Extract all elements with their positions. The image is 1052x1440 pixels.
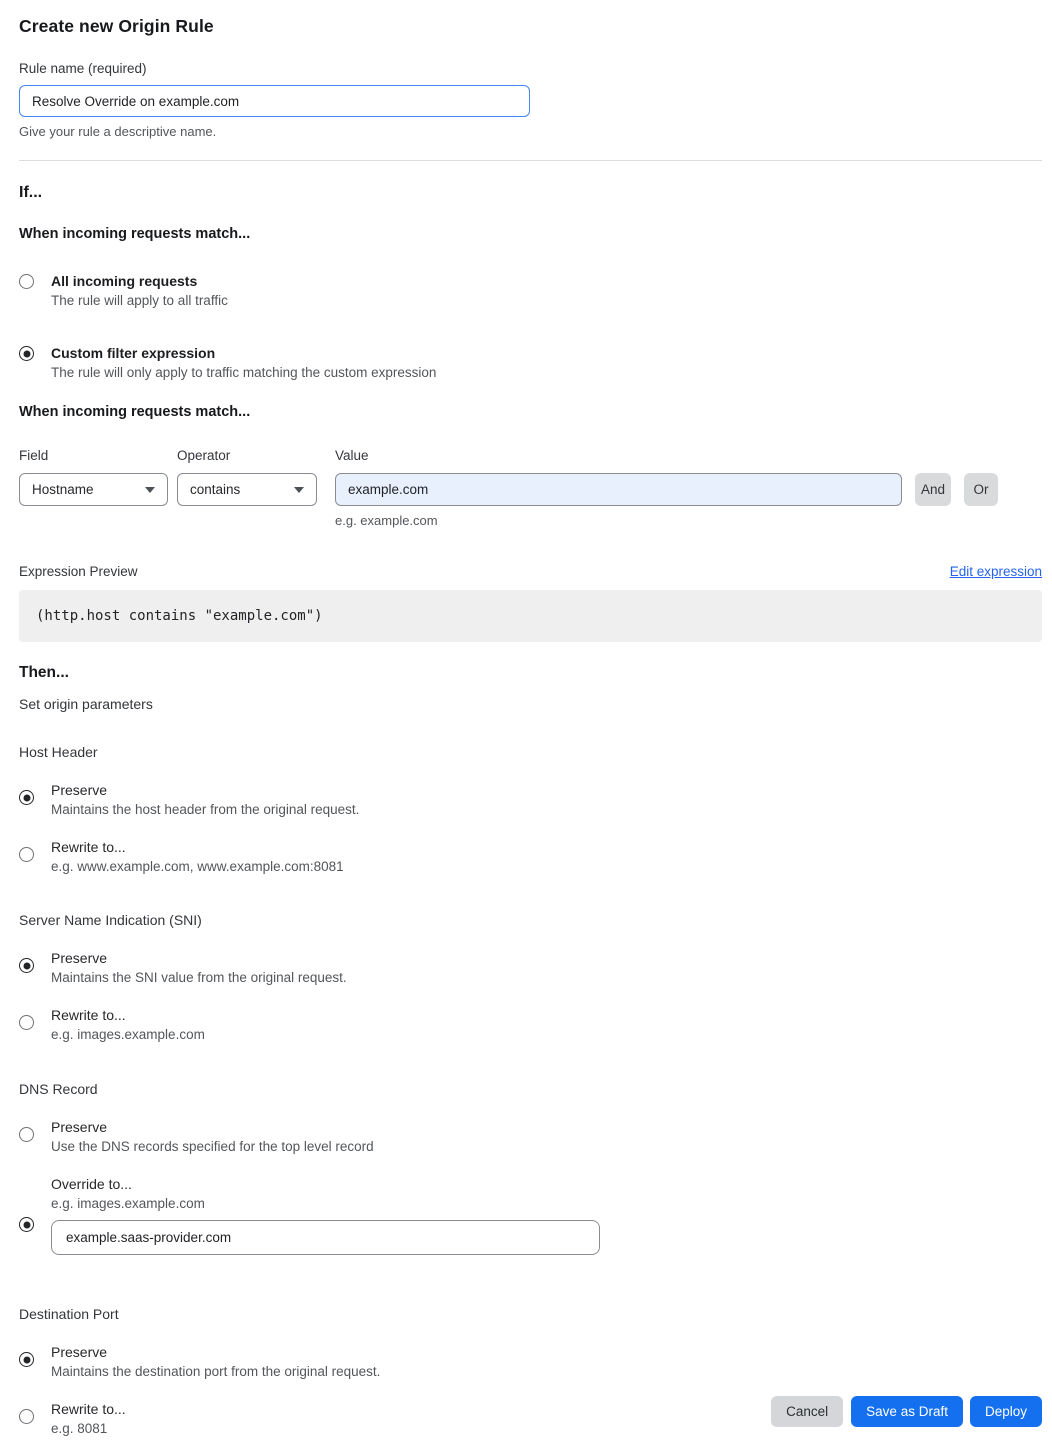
dns-override-option[interactable] xyxy=(19,1176,1042,1255)
dns-preserve-option[interactable] xyxy=(19,1119,1042,1154)
sni-rewrite-radio[interactable] xyxy=(19,1015,34,1030)
dns-preserve-description: Use the DNS records specified for the top level record xyxy=(51,1139,374,1154)
dns-preserve-radio[interactable] xyxy=(19,1127,34,1142)
dns-record-label: DNS Record xyxy=(19,1081,98,1097)
host-header-rewrite-option[interactable] xyxy=(19,839,1042,874)
sni-preserve-option[interactable] xyxy=(19,950,1042,985)
and-button[interactable]: And xyxy=(915,473,951,506)
then-heading: Then... xyxy=(19,664,69,681)
value-label: Value xyxy=(335,448,369,463)
field-label: Field xyxy=(19,448,49,463)
host-header-rewrite-label: Rewrite to... xyxy=(51,839,126,855)
footer-actions xyxy=(0,1396,1042,1427)
section-divider xyxy=(19,160,1042,161)
sni-preserve-description: Maintains the SNI value from the original request. xyxy=(51,970,347,985)
all-incoming-requests-description: The rule will apply to all traffic xyxy=(51,293,228,308)
or-button[interactable]: Or xyxy=(964,473,998,506)
operator-select-value: contains xyxy=(190,482,241,497)
operator-select[interactable] xyxy=(177,473,317,506)
rule-name-label: Rule name (required) xyxy=(19,61,147,76)
host-header-label: Host Header xyxy=(19,744,98,760)
host-header-rewrite-description: e.g. www.example.com, www.example.com:8081 xyxy=(51,859,344,874)
dns-record-group xyxy=(19,1081,1042,1255)
field-select[interactable] xyxy=(19,473,168,506)
custom-filter-expression-option[interactable] xyxy=(19,345,1042,380)
sni-preserve-radio[interactable] xyxy=(19,958,34,973)
field-select-value: Hostname xyxy=(32,482,94,497)
all-incoming-requests-option[interactable] xyxy=(19,273,1042,308)
incoming-match-heading: When incoming requests match... xyxy=(19,226,251,242)
value-help-text: e.g. example.com xyxy=(335,513,438,528)
expression-builder-labels xyxy=(19,448,1042,463)
dns-override-input[interactable] xyxy=(51,1220,600,1255)
host-header-preserve-option[interactable] xyxy=(19,782,1042,817)
host-header-preserve-description: Maintains the host header from the original request. xyxy=(51,802,360,817)
sni-rewrite-option[interactable] xyxy=(19,1007,1042,1042)
rule-name-help: Give your rule a descriptive name. xyxy=(19,124,217,139)
save-as-draft-button[interactable]: Save as Draft xyxy=(851,1396,963,1427)
port-preserve-option[interactable] xyxy=(19,1344,1042,1379)
port-preserve-radio[interactable] xyxy=(19,1352,34,1367)
port-rewrite-label: Rewrite to... xyxy=(51,1401,126,1417)
if-heading: If... xyxy=(19,184,43,201)
destination-port-label: Destination Port xyxy=(19,1306,119,1322)
expression-builder-heading: When incoming requests match... xyxy=(19,404,251,420)
host-header-rewrite-radio[interactable] xyxy=(19,847,34,862)
port-rewrite-description: e.g. 8081 xyxy=(51,1421,108,1436)
custom-filter-expression-label: Custom filter expression xyxy=(51,345,216,361)
dns-override-radio[interactable] xyxy=(19,1217,34,1232)
expression-builder-row xyxy=(19,473,1042,506)
sni-rewrite-description: e.g. images.example.com xyxy=(51,1027,205,1042)
all-incoming-requests-label: All incoming requests xyxy=(51,273,198,289)
dns-override-label: Override to... xyxy=(51,1176,132,1192)
dns-override-description: e.g. images.example.com xyxy=(51,1196,205,1211)
host-header-group xyxy=(19,744,1042,874)
cancel-button[interactable]: Cancel xyxy=(771,1396,843,1427)
custom-filter-expression-description: The rule will only apply to traffic matching the custom expression xyxy=(51,365,437,380)
sni-group xyxy=(19,912,1042,1042)
expression-preview-code: (http.host contains "example.com") xyxy=(19,590,1042,642)
rule-name-input[interactable] xyxy=(19,85,530,117)
port-preserve-description: Maintains the destination port from the original request. xyxy=(51,1364,381,1379)
chevron-down-icon xyxy=(294,487,304,493)
page-title: Create new Origin Rule xyxy=(19,16,214,36)
edit-expression-link[interactable]: Edit expression xyxy=(949,564,1042,579)
custom-filter-expression-radio[interactable] xyxy=(19,346,34,361)
value-input[interactable] xyxy=(335,473,902,506)
all-incoming-requests-radio[interactable] xyxy=(19,274,34,289)
sni-rewrite-label: Rewrite to... xyxy=(51,1007,126,1023)
dns-preserve-label: Preserve xyxy=(51,1119,108,1135)
host-header-preserve-radio[interactable] xyxy=(19,790,34,805)
expression-preview-label: Expression Preview xyxy=(19,564,138,579)
sni-preserve-label: Preserve xyxy=(51,950,108,966)
sni-label: Server Name Indication (SNI) xyxy=(19,912,202,928)
operator-label: Operator xyxy=(177,448,231,463)
deploy-button[interactable]: Deploy xyxy=(970,1396,1042,1427)
host-header-preserve-label: Preserve xyxy=(51,782,108,798)
chevron-down-icon xyxy=(145,487,155,493)
request-match-radio-group xyxy=(19,273,1042,380)
port-preserve-label: Preserve xyxy=(51,1344,108,1360)
set-origin-parameters-label: Set origin parameters xyxy=(19,696,153,712)
